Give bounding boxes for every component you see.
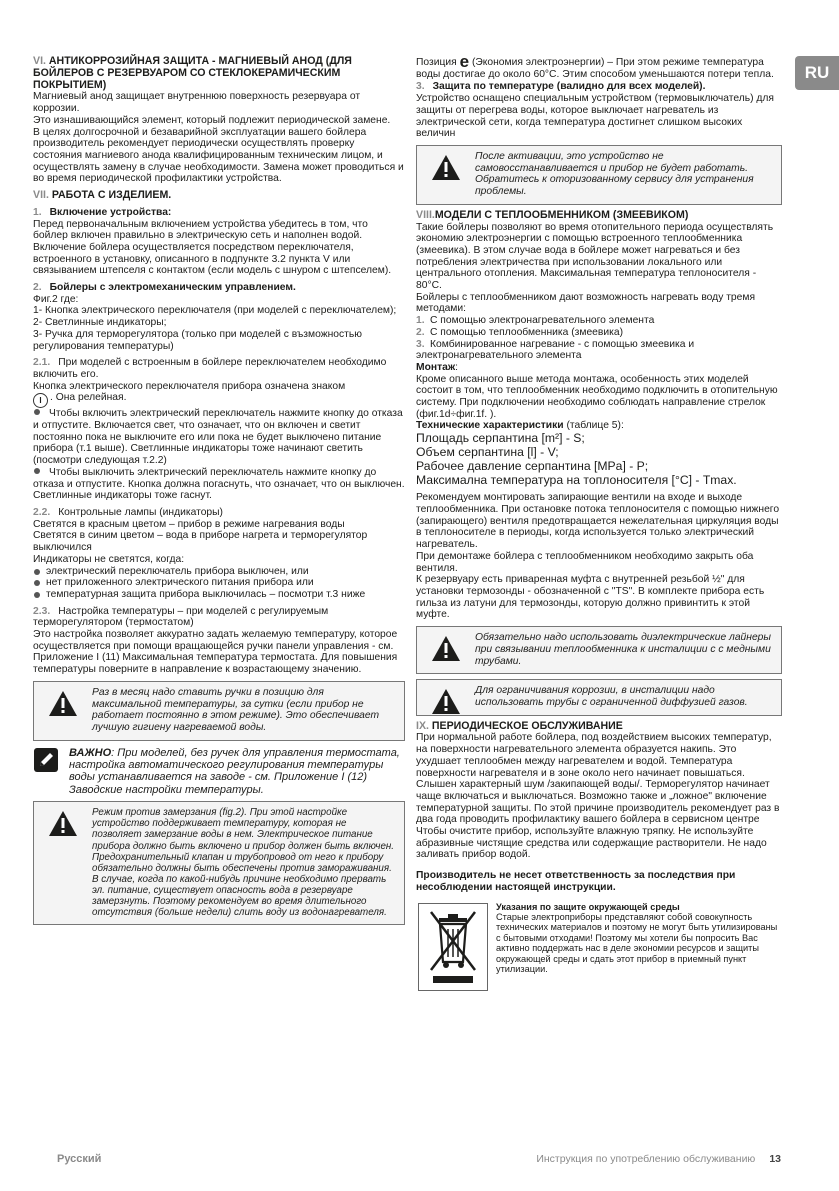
viii-paragraph-2: Бойлеры с теплообменником дают возможность нагревать воду тремя методами: [416,291,756,315]
warning-box-monthly: Раз в месяц надо ставить ручки в позицию для максимальной температуры, за сутки (если прибор не работает постоянно в этом режиме). Это обеспечивает лучшую гигиену нагреваемой воды. [33,681,405,741]
indicator-bullet-2: нет приложенного электрического питания прибора или [33,577,405,589]
subsection-2-2-line-3: Индикаторы не светятся, когда: [33,553,185,565]
environment-title: Указания по защите окружающей среды [496,901,680,912]
tech-spec-pressure: Рабочее давление серпантина [MPa] - P; [416,458,649,473]
page-number: 13 [769,1153,781,1165]
tech-spec-volume: Объем серпантина [l] - V; [416,444,559,459]
warning-box-corrosion: Для ограничивания коррозии, в инсталиции надо использовать трубы с ограниченной диффузией газов. [416,679,782,715]
subsection-2-line-3: 2- Светлинные индикаторы; [33,317,167,329]
warning-triangle-icon [431,635,461,662]
power-switch-symbol-icon: I [33,393,48,408]
subsection-2-1-text-2: Чтобы включить электрический переключатель нажмите кнопку до отказа и отпустите. Включается свет, что означает, что он включен и светит постоянно пока не выключите его или пока не будет выключено питание прибора (т.1 выше). Светлинные индикаторы тоже начинают светить (посмотри следующая т.2.2) [33,408,403,467]
vi-paragraph-2: Это изнашивающийся элемент, который подлежит периодической замене. [33,114,391,126]
subsection-3-heading: 3. Защита по температуре (валидно для всех моделей). [416,81,706,93]
antifreeze-text-1: Режим против замерзания (fig.2). При этой настройке устройство поддерживает температуру, которая не позволяет замерзание воды в нем. Электрическое питание прибора должно быть включено и прибор должен быть включен. Предохранительный клапан и трубопровод от него к прибору обязательно должны быть обеспечены против замораживания. [92,807,395,874]
right-column [416,52,782,992]
bullet-icon [34,409,40,415]
crossed-out-wheelie-bin-icon [418,903,488,991]
subsection-2-3-heading: 2.3. Настройка температуры – при моделей с регулируемым терморегулятором (термостатом) [33,605,329,629]
mounting-text: Кроме описанного выше метода монтажа, особенность этих моделей состоит в том, что теплообменник необходимо подключить в отопительную систему. При подключении необходимо соблюдать направление стрелок (фиг.1d÷фиг.1f. ). [416,373,778,420]
subsection-2-2-line-1: Светятся в красным цветом – прибор в режиме нагревания воды [33,518,345,530]
section-ix-heading: IX. ПЕРИОДИЧЕСКОЕ ОБСЛУЖИВАНИЕ [416,719,623,732]
valve-paragraph-2: При демонтаже бойлера с теплообменником необходимо закрыть оба вентиля. [416,550,754,574]
heating-method-3: 3. Комбинированное нагревание - с помощью змеевика и электронагревательного элемента [416,338,695,362]
subsection-2-1-text-3: Чтобы выключить электрический переключатель нажмите кнопку до отказа и отпустите. Кнопка должна погаснуть, что означает, что он выключен. Светлинные индикаторы тоже гаснут. [33,466,405,502]
subsection-1-text: Перед первоначальным включением устройства убедитесь в том, что бойлер включен правильно в электрическую сеть и наполнен водой. Включение бойлера осуществляется посредством переключателя, встроенного в установку, описанного в подпункте 3.2 пункта V или связыванием штепселя с контактом (если модель с шнуром с штепселем). [33,218,392,277]
subsection-2-2-heading: 2.2. Контрольные лампы (индикаторы) [33,506,223,518]
subsection-2-2-line-2: Светятся в синим цветом – вода в приборе нагрета и терморегулятор выключился [33,530,368,554]
important-note: ВАЖНО: При моделей, без ручек для управления термостата, настройка автоматического регулирования температуры воды устанавливается на заводе - см. Приложение I (12) Заводские настройки температуры. [33,747,405,797]
heating-method-2: 2. С помощью теплообменника (змеевика) [416,326,624,338]
left-column [33,56,405,925]
bullet-icon [34,468,40,474]
environment-text: Старые электроприборы представляют собой совокупность технических материалов и поэтому не могут быть утилизированы с бытовыми отходами! Поэтому мы хотели бы попросить Вас активно поддержать нас в деле экономии ресурсов и защиты окружающей среды и сдать этот прибор в приемный пункт утилизации. [496,911,778,974]
vi-paragraph-3: В целях долгосрочной и безаварийной эксплуатации вашего бойлера производитель рекомендует периодически осуществлять проверку состояния магниевого анода квалифицированным техническим лицом, и осуществлять замену в случае необходимости. Замена может проводиться и во время периодической профилактики устройства. [33,126,404,185]
environment-notice [416,902,782,992]
valve-paragraph-3: К резервуару есть приваренная муфта с внутренней резьбой ½" для установки термозонды - обозначенной с "TS". В комплекте прибора есть гильза из латуни для термозонды, которую должно привинтить к этой муфте. [416,574,765,621]
antifreeze-text-2: В случае, когда по какой-нибудь причине необходимо прервать эл. питание, существует опасность вода в резервуаре замерзнуть. Поэтому рекомендуем во время длительного отсутствия (больше недели) слить воду из водонагревателя. [92,873,387,919]
indicator-bullet-3: температурная защита прибора выключилась – посмотри т.3 ниже [33,589,405,601]
mounting-heading: Монтаж: [416,361,459,373]
footer-language: Русский [57,1153,102,1165]
tech-spec-heading: Технические характеристики (таблице 5): [416,420,624,432]
section-vi-heading: VI. АНТИКОРРОЗИЙНАЯ ЗАЩИТА - МАГНИЕВЫЙ АНОД (ДЛЯ БОЙЛЕРОВ С РЕЗЕРВУАРОМ СО СТЕКЛОКЕРАМИЧЕСКИМ ПОКРЫТИЕМ) [33,55,352,91]
warning-triangle-icon [431,154,461,181]
subsection-2-line-2: 1- Кнопка электрического переключателя (при моделей с переключателем); [33,305,397,317]
eco-mode-icon: e [459,52,470,71]
subsection-2-3-text: Это настройка позволяет аккуратно задать желаемую температуру, которое осуществляется при помощи вращающейся ручки панели управления - см. Приложение I (11) Максимальная температура термостата. Для повышения температуры поверните в направление к возрастающему значению. [33,629,398,676]
subsection-2-1-text-1: Кнопка электрического переключателя прибора означена знаком I . Она релейная. [33,381,405,409]
ix-paragraph: При нормальной работе бойлера, под воздействием высоких температур, на поверхности нагревательного элемента образуется накипь. Это ухудшает теплообмен между нагревателем и водой. Температура поверхности нагревателя и в зоне около него начинает повышаться. Слышен характерный шум /закипающей воды/. Терморегулятор начинает чаще включаться и выключаться. Возможно также и „ложное" включение температурной защиты. По этой причине производитель рекомендует раз в два года проводить профилактику вашего бойлера в сервисном центре Чтобы очистите прибор, используйте влажную тряпку. Не используйте абразивные чистящие средства или содержащие растворители. Не надо заливать прибор водой. [416,732,780,861]
section-vii-heading: VII. РАБОТА С ИЗДЕЛИЕМ. [33,189,172,202]
tech-spec-area: Площадь серпантина [m²] - S; [416,431,585,446]
warning-triangle-icon [431,688,461,715]
tech-spec-tmax: Максимална температура на топлоносителя [°C] - Tmax. [416,472,737,487]
warning-box-dielectric: Обязательно надо использовать диэлектрические лайнеры при связывании теплообменника к инсталиции с с медными трубами. [416,626,782,674]
subsection-2-line-4: 3- Ручка для терморегулятора (только при моделей с възможностью регулирования температуры) [33,328,362,352]
footer-manual-title: Инструкция по употреблению обслуживанию [536,1153,756,1165]
footer-info [536,1154,781,1166]
warning-box-thermal-cutout: После активации, это устройство не самовосстанавливается и прибор не будет работать. Обратитесь к оторизованному сервису для устранения проблемы. [416,145,782,205]
section-viii-heading: VIII.МОДЕЛИ С ТЕПЛООБМЕННИКОМ (ЗМЕЕВИКОМ) [416,208,689,221]
indicator-bullet-1: электрический переключатель прибора выключен, или [33,566,405,578]
viii-paragraph-1: Такие бойлеры позволяют во время отопительного периода осуществлять экономию электроэнергии с помощью встроенного теплообменника (змеевика). В этом случае вода в бойлере может нагреваться и без потребления электричества при использовании локального или центрального отопления. Максимальная температура теплоносителя - 80°C. [416,221,774,292]
liability-statement: Производитель не несет ответственность за последствия при несоблюдении настоящей инструкции. [416,870,736,893]
subsection-1-heading: 1. Включение устройства: [33,206,172,218]
warning-box-antifreeze [33,801,405,925]
subsection-2-line-1: Фиг.2 где: [33,293,79,305]
pencil-note-icon [34,748,58,772]
valve-paragraph-1: Рекомендуем монтировать запирающие вентили на входе и выходе теплообменника. При остановке потока теплоносителя с помощью нижнего (запирающего) вентиля предотвращается нежелательная циркуляция воды в теплоносителе в периоды, когда используется только электрический нагреватель. [416,492,780,551]
eco-mode-text: Позиция e (Экономия электроэнергии) – При этом режиме температура воды достигае до около 60°C. Этим способом уменьшаются потери тепла. [416,52,774,80]
heating-method-1: 1. С помощью электронагревательного элемента [416,315,655,327]
subsection-3-text: Устройство оснащено специальным устройством (термовыключатель) для защиты от перегрева воды, которое выключает нагреватель из электрической сети, когда температура достигнет слишком высоких величин [416,93,774,140]
subsection-2-heading: 2. Бойлеры с электромеханическим управлением. [33,282,296,294]
warning-triangle-icon [48,810,78,837]
subsection-2-1-heading: 2.1. При моделей с встроенным в бойлере переключателем необходимо включить его. [33,357,387,380]
vi-paragraph-1: Магниевый анод защищает внутреннюю поверхность резервуара от коррозии. [33,91,361,115]
warning-triangle-icon [48,690,78,717]
important-label: ВАЖНО [69,746,112,759]
language-tab: RU [795,56,839,90]
